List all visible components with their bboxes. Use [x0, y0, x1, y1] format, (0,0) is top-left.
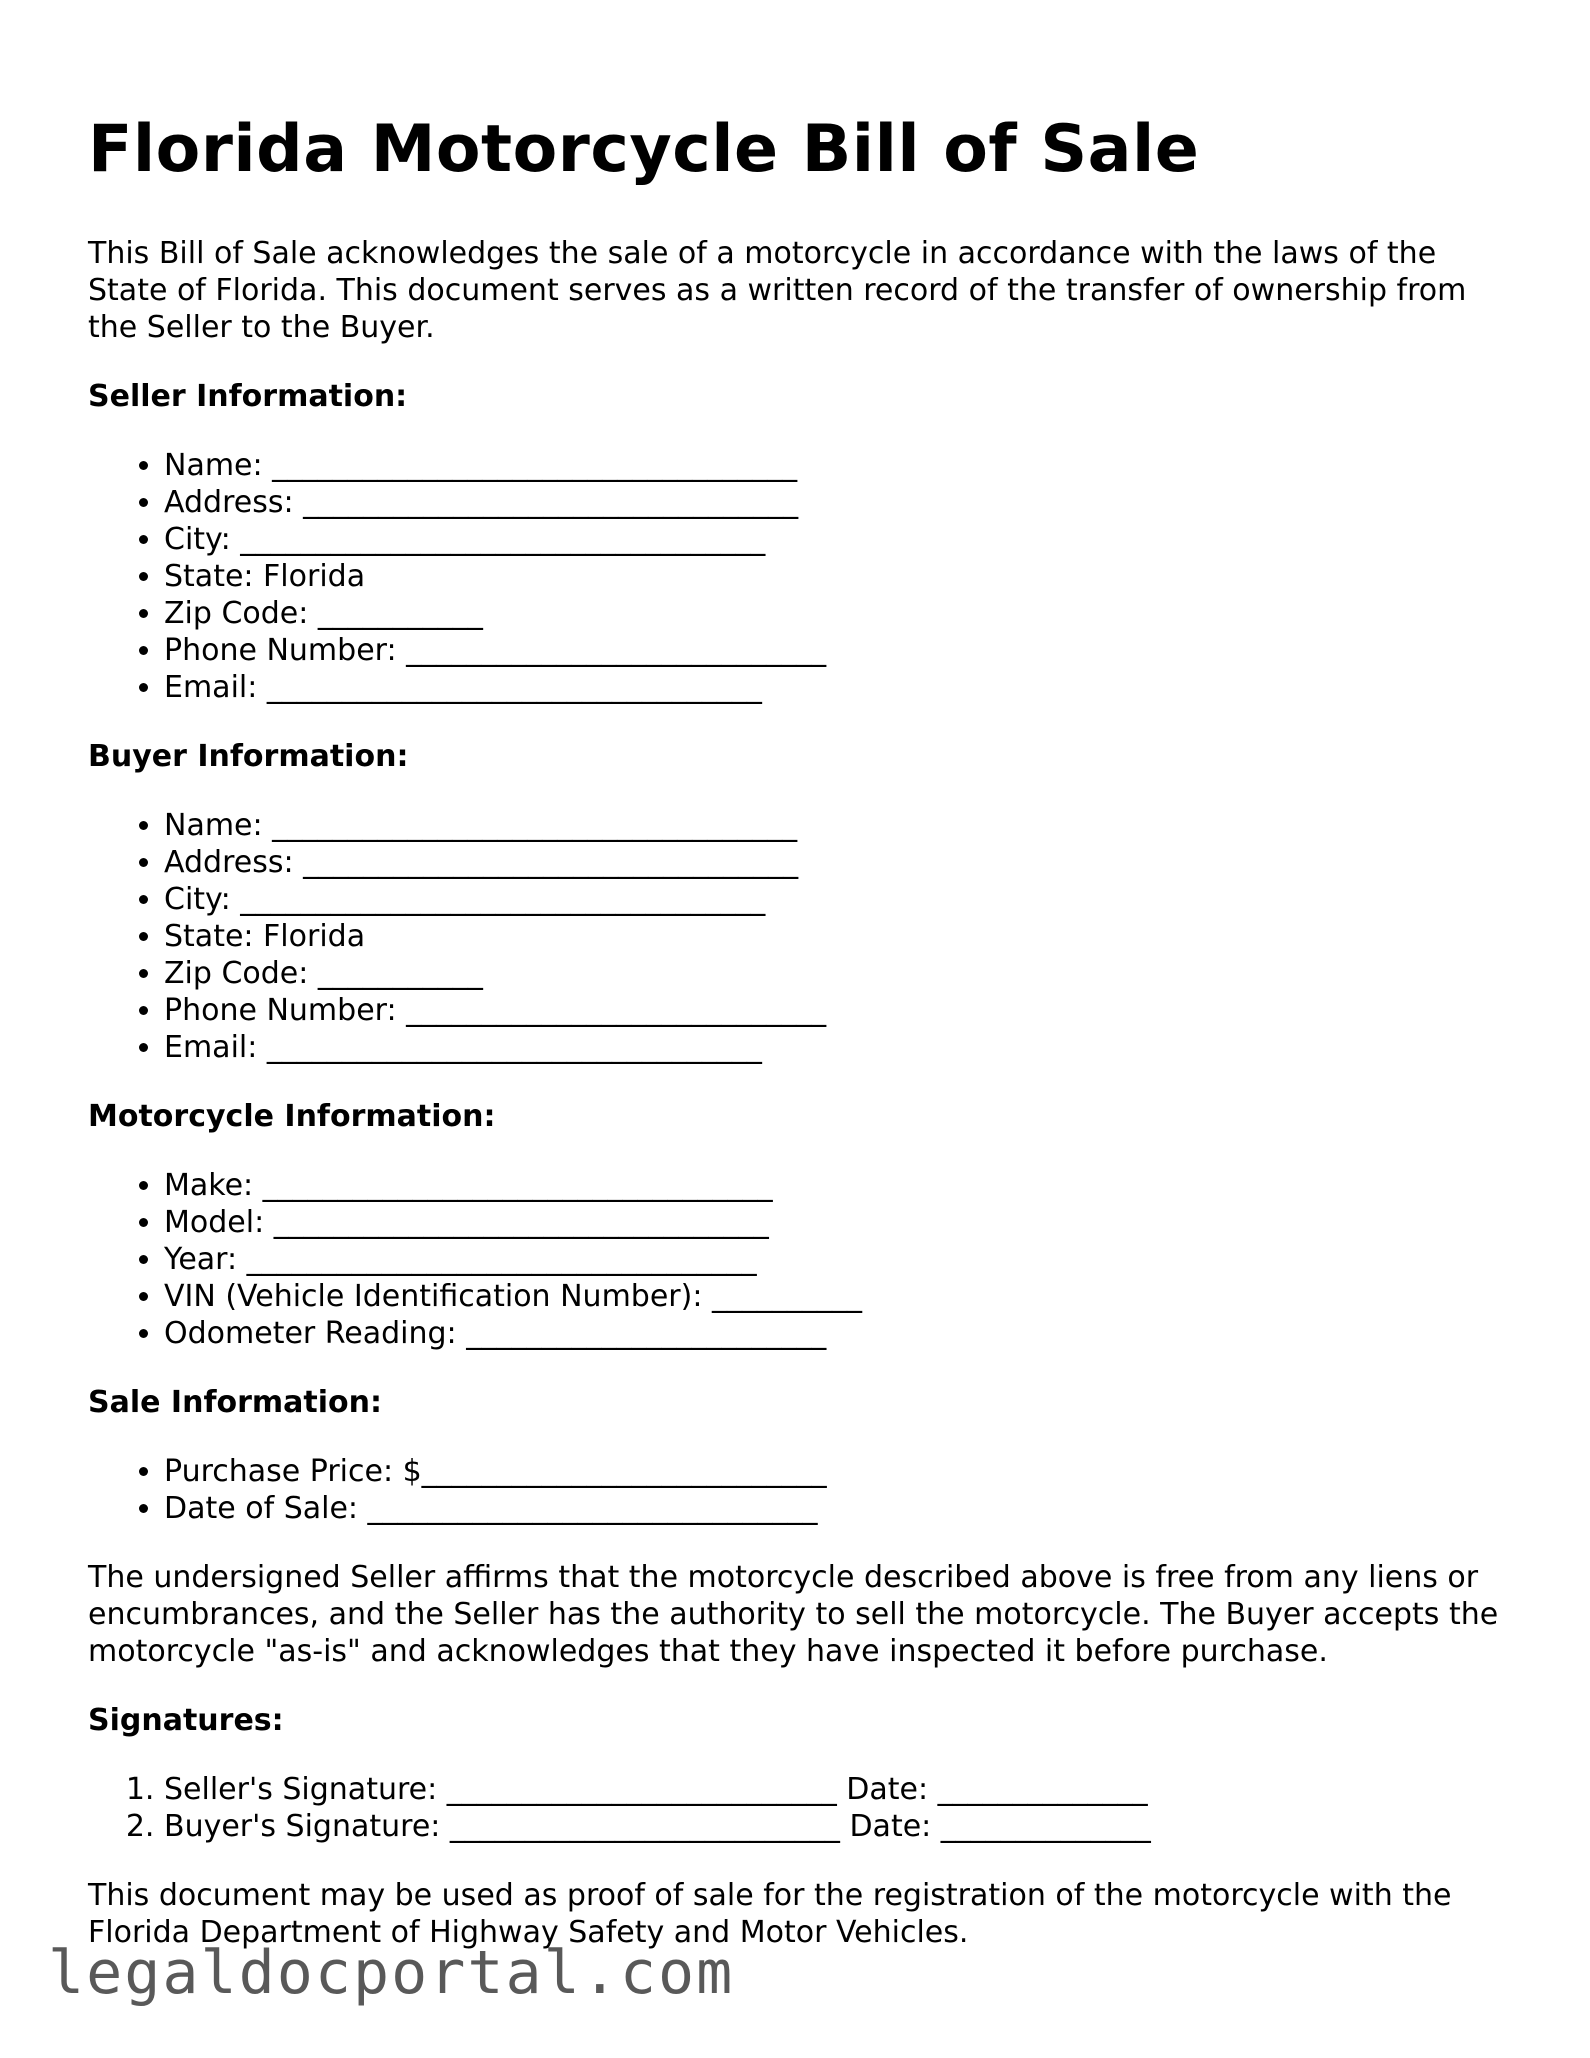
intro-paragraph: This Bill of Sale acknowledges the sale of a motorcycle in accordance with the laws of the State of Florida. This document serves as a written record of the transfer of ownership from the Seller to the Buyer. [88, 236, 1467, 345]
seller-heading: Seller Information: [88, 379, 408, 414]
seller-list [88, 447, 1508, 706]
motorcycle-year-field: • Year: __________________________________ [164, 1241, 1508, 1278]
seller-email-field: • Email: _________________________________ [164, 669, 1508, 706]
buyer-phone-field: • Phone Number: ____________________________ [164, 992, 1508, 1029]
seller-zip-field: • Zip Code: ___________ [164, 595, 1508, 632]
buyer-state-field: • State: Florida [164, 918, 1508, 955]
watermark: legaldocportal.com [48, 1938, 735, 2008]
buyer-signature-line: 2. Buyer's Signature: __________________________ Date: ______________ [164, 1808, 1508, 1845]
seller-phone-field: • Phone Number: ____________________________ [164, 632, 1508, 669]
signatures-heading: Signatures: [88, 1703, 284, 1738]
buyer-zip-field: • Zip Code: ___________ [164, 955, 1508, 992]
motorcycle-odometer-field: • Odometer Reading: ________________________ [164, 1315, 1508, 1352]
buyer-address-field: • Address: _________________________________ [164, 844, 1508, 881]
date-of-sale-field: • Date of Sale: ______________________________ [164, 1490, 1508, 1527]
seller-state-field: • State: Florida [164, 558, 1508, 595]
document-title: Florida Motorcycle Bill of Sale [88, 112, 1200, 187]
motorcycle-heading: Motorcycle Information: [88, 1099, 496, 1134]
seller-signature-line: 1. Seller's Signature: __________________________ Date: ______________ [164, 1771, 1508, 1808]
sale-list [88, 1453, 1508, 1527]
signatures-list [88, 1771, 1508, 1845]
buyer-email-field: • Email: _________________________________ [164, 1029, 1508, 1066]
seller-address-field: • Address: _________________________________ [164, 484, 1508, 521]
closing-paragraph: This document may be used as proof of sale for the registration of the motorcycle with the Florida Department of Highway Safety and Motor Vehicles. [88, 1878, 1452, 1950]
motorcycle-make-field: • Make: __________________________________ [164, 1167, 1508, 1204]
sale-heading: Sale Information: [88, 1385, 382, 1420]
buyer-heading: Buyer Information: [88, 739, 409, 774]
seller-name-field: • Name: ___________________________________ [164, 447, 1508, 484]
motorcycle-vin-field: • VIN (Vehicle Identification Number): __________ [164, 1278, 1508, 1315]
purchase-price-field: • Purchase Price: $___________________________ [164, 1453, 1508, 1490]
buyer-city-field: • City: ___________________________________ [164, 881, 1508, 918]
buyer-list [88, 807, 1508, 1066]
document-page [88, 110, 1508, 1951]
affirmation-paragraph: The undersigned Seller affirms that the motorcycle described above is free from any liens or encumbrances, and the Seller has the authority to sell the motorcycle. The Buyer accepts the motorcycle "as-is" and acknowledges that they have inspected it before purchase. [88, 1560, 1499, 1669]
buyer-name-field: • Name: ___________________________________ [164, 807, 1508, 844]
motorcycle-list [88, 1167, 1508, 1352]
motorcycle-model-field: • Model: _________________________________ [164, 1204, 1508, 1241]
seller-city-field: • City: ___________________________________ [164, 521, 1508, 558]
